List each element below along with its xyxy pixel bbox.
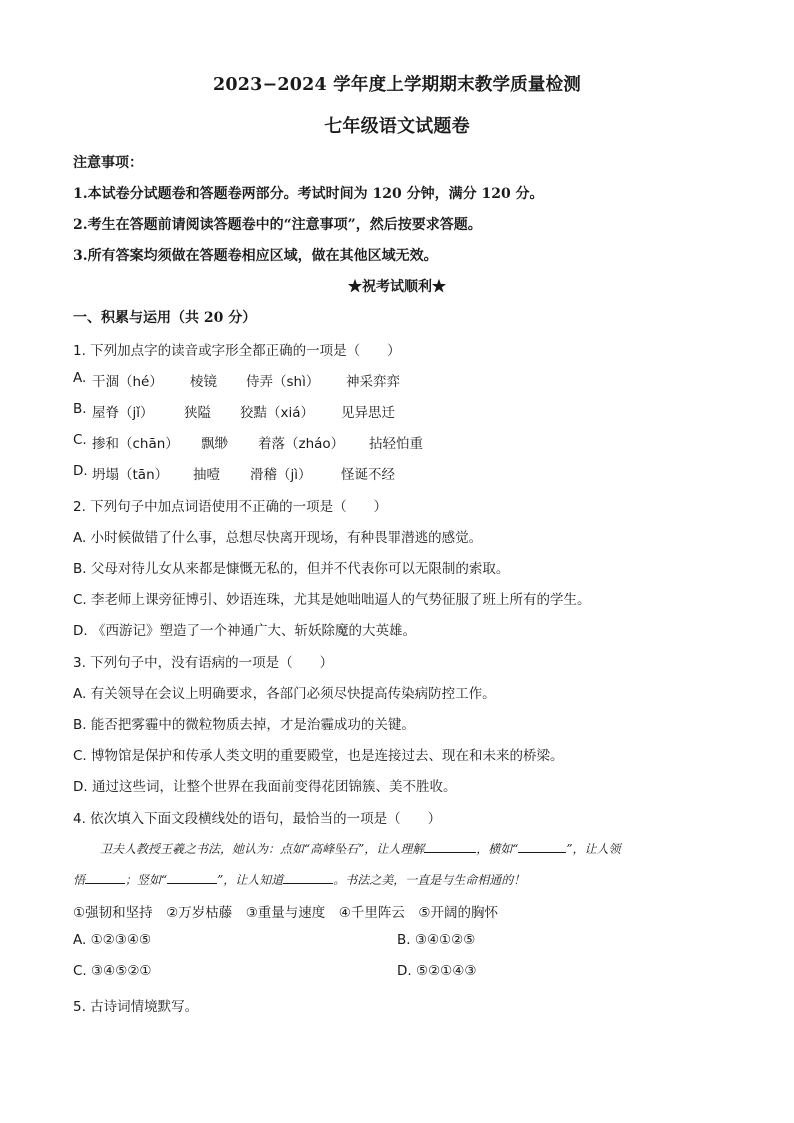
fill-blank [85,871,125,884]
question-4-choices: ①强韧和坚持 ②万岁枯藤 ③重量与速度 ④千里阵云 ⑤开阔的胸怀 [73,905,499,921]
question-4-option-d: D. ⑤②①④③ [397,963,477,979]
notes-item-2: 2.考生在答题前请阅读答题卷中的“注意事项”，然后按要求答题。 [73,217,482,233]
passage-text: ，横如“ [476,842,519,856]
option-label: A. [73,370,87,386]
fill-blank [283,871,333,884]
option-word: 怪诞不经 [341,467,395,483]
option-word: 滑稽（jì） [250,467,312,483]
option-word: 拈轻怕重 [369,436,423,452]
option-word: 狡黠（xiá） [240,405,315,421]
exam-subtitle: 七年级语文试题卷 [324,116,470,137]
question-4-passage-line-1 [100,840,621,857]
option-word: 狭隘 [184,405,211,421]
question-4-option-c: C. ③④⑤②① [73,963,152,979]
passage-text: ”，让人知道 [217,873,284,887]
option-label: D. [73,463,88,479]
question-3-option-b: B. 能否把雾霾中的微粒物质去掉，才是治霾成功的关键。 [73,717,415,733]
fill-blank [518,840,566,853]
question-2-option-a: A. 小时候做错了什么事，总想尽快离开现场，有种畏罪潜逃的感觉。 [73,530,483,546]
question-3-option-d: D. 通过这些词，让整个世界在我面前变得花团锦簇、美不胜收。 [73,779,457,795]
option-word: 坍塌（tān） [92,467,169,483]
blessing: ★祝考试顺利★ [348,279,446,295]
passage-text: 卫夫人教授王羲之书法，她认为：点如“高峰坠石”，让人理解 [100,842,425,856]
question-2-option-b: B. 父母对待儿女从来都是慷慨无私的，但并不代表你可以无限制的索取。 [73,561,510,577]
option-label: B. [73,401,87,417]
passage-text: ；竖如“ [125,873,168,887]
question-3-option-c: C. 博物馆是保护和传承人类文明的重要殿堂，也是连接过去、现在和未来的桥梁。 [73,748,564,764]
question-2-option-d: D. 《西游记》塑造了一个神通广大、斩妖除魔的大英雄。 [73,623,416,639]
passage-text: 。书法之美，一直是与生命相通的！ [333,873,526,887]
option-word: 见异思迁 [341,405,395,421]
option-word: 屋脊（jǐ） [92,405,154,421]
section-heading: 一、积累与运用（共 20 分） [73,310,257,326]
option-label: C. [73,432,87,448]
passage-text: ”，让人领 [566,842,621,856]
option-word: 抽噎 [193,467,220,483]
question-5-stem: 5. 古诗词情境默写。 [73,999,199,1015]
option-word: 神采弈弈 [346,374,400,390]
question-3-option-a: A. 有关领导在会议上明确要求，各部门必须尽快提高传染病防控工作。 [73,686,496,702]
notes-item-1: 1.本试卷分试题卷和答题卷两部分。考试时间为 120 分钟，满分 120 分。 [73,186,544,202]
question-1-stem: 1. 下列加点字的读音或字形全都正确的一项是（ ） [73,343,401,359]
option-word: 掺和（chān） [92,436,179,452]
option-word: 着落（zháo） [258,436,345,452]
option-word: 飘缈 [201,436,228,452]
question-4-option-b: B. ③④①②⑤ [397,932,476,948]
fill-blank [424,840,476,853]
exam-title: 2023−2024 学年度上学期期末教学质量检测 [213,75,581,95]
question-2-option-c: C. 李老师上课旁征博引、妙语连珠，尤其是她咄咄逼人的气势征服了班上所有的学生。 [73,592,591,608]
passage-text: 悟 [73,873,86,887]
question-4-option-a: A. ①②③④⑤ [73,932,152,948]
question-4-stem: 4. 依次填入下面文段横线处的语句，最恰当的一项是（ ） [73,811,442,827]
option-word: 干涸（hé） [92,374,163,390]
fill-blank [167,871,217,884]
question-3-stem: 3. 下列句子中，没有语病的一项是（ ） [73,655,334,671]
option-word: 侍弄（shì） [246,374,320,390]
notes-heading: 注意事项： [73,155,143,171]
question-4-passage-line-2 [73,871,525,888]
option-word: 棱镜 [190,374,217,390]
notes-item-3: 3.所有答案均须做在答题卷相应区域，做在其他区域无效。 [73,248,438,264]
question-2-stem: 2. 下列句子中加点词语使用不正确的一项是（ ） [73,499,388,515]
